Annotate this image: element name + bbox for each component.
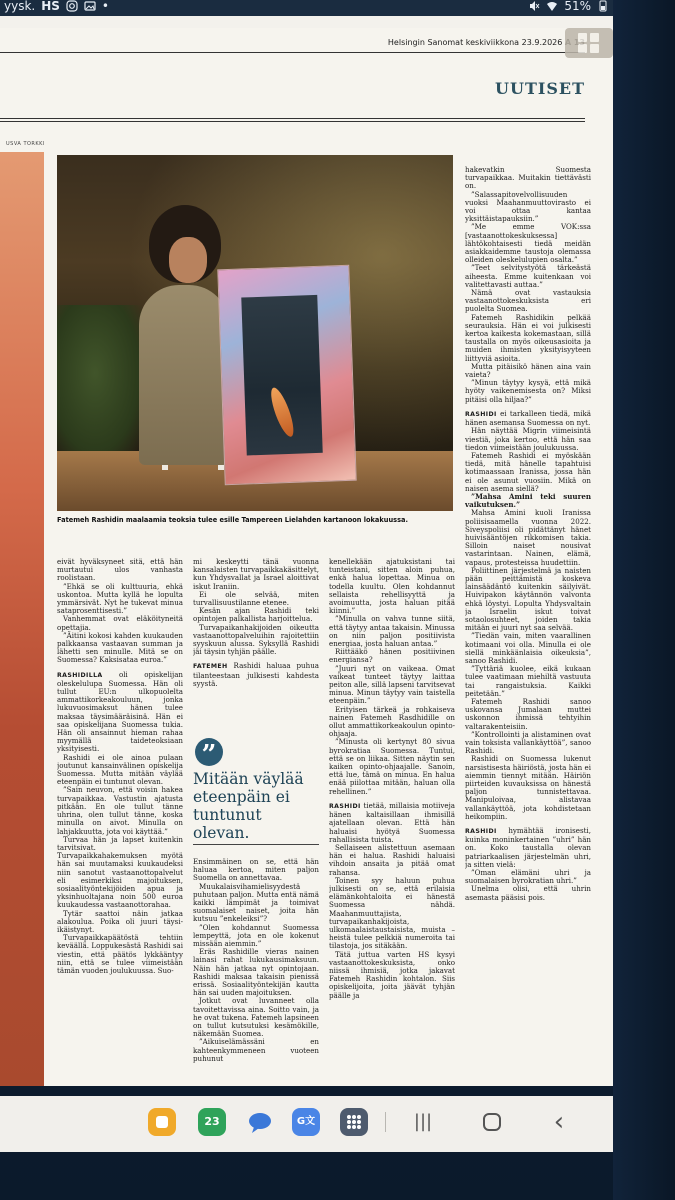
- article-column-3: [329, 558, 455, 1078]
- paragraph: Tytär saattoi näin jatkaa alakoulua. Poika oli juuri täysi-ikäistynyt.: [57, 908, 183, 934]
- person-body: [139, 285, 229, 465]
- paragraph: Jotkut ovat luvanneet olla tavoitettavissa aina. Soitto vain, ja he ovat tukena. Fatemeh lapsineen on tullut kutsutuksi kesämökille, näkemään Suomea.: [193, 996, 319, 1039]
- home-button[interactable]: [483, 1113, 501, 1131]
- layout-square: [578, 44, 587, 53]
- apps-grid-icon[interactable]: [340, 1108, 368, 1136]
- paragraph: ”Juuri nyt on vaikeaa. Omat vaikeat tunteet täytyy laittaa peiton alle, sillä lapseni tarvitsevat minua. Minun täytyy vain taistella eteenpäin.”: [329, 663, 455, 706]
- paragraph: Fatemeh Rashidi sanoo uskovansa Jumalaan muttei uskonnon ihmissä tehtyihin valtarakenteisiin.: [465, 697, 591, 731]
- mute-icon: [528, 0, 540, 12]
- paragraph: ”Kontrollointi ja alistaminen ovat vain toksista vallankäyttöä”, sanoo Rashidi.: [465, 729, 591, 756]
- layout-square: [590, 33, 599, 42]
- paragraph: hakevatkin Suomesta turvapaikkaa. Muitakin tiettävästi on.: [465, 166, 591, 191]
- paragraph: ”Ehkä se oli kulttuuria, ehkä uskontoa. Mutta kyllä he lopulta ymmärsivät. Nyt he tukevat minua sataprosenttisesti.”: [57, 581, 183, 616]
- paragraph: ”Minun täytyy kysyä, että mikä hyöty vaikenemisesta on? Miksi pitäisi olla hiljaa?”: [465, 378, 591, 404]
- lead-caps: RASHIDI: [465, 410, 497, 418]
- paragraph: Unelma olisi, että uhrin asemasta pääsisi pois.: [465, 884, 591, 902]
- paragraph: Muukalaisvihamielisyydestä puhutaan paljon. Mutta entä nämä kaikki lämpimät ja toimivat suomalaiset naiset, joita hän kutsuu ”enkeleiksi”?: [193, 881, 319, 924]
- paragraph: Turvapaikkapäätöstä tehtiin keväällä. Loppukesästä Rashidi sai viestin, että päätös lykkääntyy niin, että se tulee viimeistään tämän vuoden joulukuussa. Suo-: [57, 933, 183, 975]
- lead-caps: RASHIDILLA: [57, 671, 103, 679]
- image-icon: [84, 0, 96, 12]
- calendar-app-icon[interactable]: 23: [198, 1108, 226, 1136]
- status-text: yysk.: [4, 0, 36, 13]
- paragraph: ”Olen kohdannut Suomessa lempeyttä, jota en ole kokenut missään aiemmin.”: [193, 922, 319, 949]
- painting-dark-panel: [241, 295, 322, 456]
- paragraph: kenellekään ajatuksistani tai tunteistani, sitten aloin puhua, enkä halua lopettaa. Minua on todella kuultu. Olen kohdannut sellaista rehellisyyttä ja avoimuutta, josta haluan pitää kiinni.”: [329, 558, 455, 616]
- screen: [0, 16, 613, 1086]
- paragraph: Ei ole selvää, miten turvallisuustilanne etenee.: [193, 589, 319, 608]
- paragraph: Toinen syy haluun puhua julkisesti on se, että erilaisia elämänkohtaloita ei hänestä Suomessa nähdä. Maahanmuuttajista, turvapaikanhakijoista, ulkomaalaistaustaisista, muista – heistä tulee pelkkiä numeroita tai tilastoja, jos sitäkään.: [329, 875, 455, 951]
- paragraph: Fatemeh Rashidikin pelkää seurauksia. Hän ei voi julkisesti kertoa kaikesta kokemastaan, sillä taustalla on myös oikeusasioita ja muiden ihmisten yksityisyyteen liittyviä asioita.: [465, 312, 591, 363]
- lead-text: oli opiskelijan oleskelulupa Suomessa. Hän oli tullut EU:n ulkopuolelta ammattikorkeakouluun, jonka lukuvuosimaksut hänen tulee maksaa täysimääräisinä. Hän ei saa opiskelijana Suomessa tukia. Hän oli ansainnut hieman rahaa myymällä taideteoksiaan yksityisesti.: [57, 669, 183, 754]
- paragraph: Hän näyttää Migrin viimeisintä viestiä, joka kertoo, että hän saa tiedon viimeistään joulukuussa.: [465, 426, 591, 452]
- paragraph-lead: [465, 410, 591, 427]
- paragraph: Eräs Rashidille vieras nainen lainasi rahat lukukausimaksuun. Näin hän jatkaa nyt opintojaan. Rashidi maksaa takaisin pienissä erissä. Sosiaalityöntekijän kautta hän sai uuden majoituksen.: [193, 947, 319, 998]
- left-cropped-image: [0, 152, 44, 1086]
- article-column-2: [193, 558, 319, 728]
- paragraph: Nämä ovat vastauksia vastaanottokeskuksista eri puolelta Suomea.: [465, 288, 591, 314]
- translate-app-icon[interactable]: G文: [292, 1108, 320, 1136]
- header-rule: [0, 52, 585, 53]
- paragraph: ”Teet selvitystyötä tärkeästä aiheesta. Emme kuitenkaan voi valitettavasti auttaa.”: [465, 263, 591, 289]
- lead-caps: RASHIDI: [329, 802, 361, 810]
- taskbar: [0, 1096, 613, 1152]
- page-header: [0, 38, 585, 47]
- article-column-4: [465, 166, 591, 1086]
- status-bar: [0, 0, 613, 16]
- paragraph: ”Oman elämäni uhri ja suomalaisen byrokratian uhri.”: [465, 868, 591, 886]
- article-column-1: [57, 558, 183, 1078]
- paragraph: Tätä juttua varten HS kysyi vastaanottokeskuksista, onko niissä ihmisiä, jotka jakavat Fatemeh Rashidin kohtalon. Siis opiskelijoita, joita jäävät tyhjän päälle ja: [329, 949, 455, 1000]
- paragraph: Ensimmäinen on se, että hän haluaa kertoa, miten paljon Suomella on annettavaa.: [193, 858, 319, 883]
- paragraph: Riittääkö hänen positiivinen energiansa?: [329, 647, 455, 665]
- paragraph: Mahsa Amini kuoli Iranissa poliisisaamella vuonna 2022. Siveyspoliisi oli pidättänyt hänet huivisääntöjen rikkomisen takia. Silloin naiset nousivat vastarintaan. Nainen, elämä, vapaus, protesteissa huudettiin.: [465, 508, 591, 567]
- pull-quote-rule: [193, 844, 319, 845]
- paragraph: Mutta pitäisikö hänen aina vain vaieta?: [465, 361, 591, 380]
- wifi-icon: [546, 0, 558, 12]
- feather-motif: [267, 385, 298, 439]
- painting: [217, 265, 356, 485]
- paragraph-lead: [57, 671, 183, 754]
- paragraph: Rashidi ei ole ainoa pulaan joutunut kansainvälinen opiskelija Suomessa. Mutta mitään väylää eteenpäin ei tuntunut olevan.: [57, 752, 183, 787]
- lead-text: Rashidi haluaa puhua tilanteestaan julkisesti kahdesta syystä.: [193, 661, 319, 688]
- photo-caption: Fatemeh Rashidin maalaamia teoksia tulee esille Tampereen Lielahden kartanoon lokakuussa.: [57, 516, 408, 524]
- paragraph: ”Tyttäriä kuolee, eikä kukaan tulee vaatimaan miehiltä vastuuta tai rangaistuksia. Kaikki peitetään.”: [465, 664, 591, 698]
- paragraph-lead: [465, 827, 591, 869]
- article-column-2-continued: [193, 858, 319, 1078]
- paragraph: ”Tiedän vain, miten vaarallinen kotimaani voi olla. Minulla ei ole siellä minkäänlaisia oikeuksia”, sanoo Rashidi.: [465, 631, 591, 665]
- back-button[interactable]: ‹: [553, 1107, 565, 1137]
- article-photo[interactable]: [57, 155, 453, 511]
- paragraph: ”Salassapitovelvollisuuden vuoksi Maahanmuuttovirasto ei voi ottaa kantaa yksittäistapauksiin.”: [465, 189, 591, 224]
- lead-text: ei tarkalleen tiedä, mikä hänen asemansa Suomessa on nyt.: [465, 408, 591, 428]
- paragraph: ”Minusta oli kertynyt 80 sivua byrokratiaa Suomessa. Tuntui, että se on liikaa. Sitten näytin sen kaiken opinto-ohjaajalle. Sanoin, että lue, tämä on minua. En halua enää piilottaa mitään, haluan olla rehellinen.”: [329, 737, 455, 796]
- newspaper-page[interactable]: [0, 28, 613, 1086]
- paragraph: ”Me emme VOK:ssa [vastaanottokeskuksessa] lähtökohtaisesti tiedä meidän asiakkaidemme taustoja olemassa olleiden oleskelulupien osalta.”: [465, 222, 591, 265]
- quote-icon: ”: [195, 738, 223, 766]
- more-dots-icon: •: [101, 0, 109, 13]
- plant: [57, 305, 152, 475]
- layout-square: [590, 44, 599, 53]
- lead-caps: RASHIDI: [465, 828, 497, 836]
- lead-text: tietää, millaisia motiiveja hänen kaltaisillaan ihmisillä ajatellaan olevan. Että hän haluaisi hyötyä Suomessa rahallisista tuista.: [329, 800, 455, 844]
- section-rule-1: [0, 118, 585, 119]
- messages-app-icon[interactable]: [246, 1108, 274, 1136]
- section-rule-2: [0, 121, 585, 122]
- tablet-bezel: [613, 0, 675, 1200]
- paragraph: ”Minulla on vahva tunne siitä, että täytyy antaa takaisin. Minussa on niin paljon positiivista energiaa, josta haluan antaa.”: [329, 614, 455, 649]
- page-layout-icon[interactable]: [565, 28, 613, 58]
- paragraph: ”Sain neuvon, että voisin hakea turvapaikkaa. Vastustin ajatusta pitkään. En ole tullut tänne uhrina, olen tullut tänne, koska minulla on aivot. Minulla on lahjakkuutta, jota voi käyttää.”: [57, 785, 183, 836]
- paragraph: ”Äitini kokosi kahden kuukauden palkkaansa vastaavan summan ja lähetti sen minulle. Mitä se on Suomessa? Kaksisataa euroa.”: [57, 630, 183, 665]
- lead-caps: FATEMEH: [193, 663, 228, 671]
- paragraph: Sellaiseen alistettuun asemaan hän ei halua. Rashidi haluaisi vihdoin ansaita ja pitää omat rahansa.: [329, 842, 455, 877]
- paragraph: Turvaa hän ja lapset kuitenkin tarvitsivat. Turvapaikkahakemuksen myötä hän sai muutamaksi kuukaudeksi niin sanotut vastaanottopalvelut eli esimerkiksi majoituksen, sosiaalityöntekijöiden apua ja yksinhuoltajana noin 500 euroa kuukaudessa vastaanottorahaa.: [57, 834, 183, 910]
- battery-icon: [597, 0, 609, 12]
- paragraph: Turvapaikanhakijoiden oikeutta vastaanottopalveluihin rajoitettiin syyskuun alussa. Syksyllä Rashidi jäi täysin tyhjän päälle.: [193, 622, 319, 657]
- paragraph: ”Mahsa Amini teki suuren vaikutuksen.”: [465, 491, 591, 510]
- pull-quote: Mitään väylää eteenpäin ei tuntunut olevan.: [193, 770, 304, 842]
- paragraph: Poliittinen järjestelmä ja naisten pään peittämistä koskeva lainsäädäntö kuitenkin säilyivät. Huivipakon käytännön valvonta ehkä löystyi. Lopulta Yhdysvaltain ja Israelin iskut toivat sotaolosuhteet, joiden takia mitään ei juuri nyt saa selvää.: [465, 565, 591, 633]
- paragraph-lead: [329, 802, 455, 844]
- header-date: Helsingin Sanomat keskiviikkona 23.9.2026: [387, 38, 563, 47]
- paragraph: Fatemeh Rashidi ei myöskään tiedä, mitä hänelle tapahtuisi kotimaassaan Iranissa, jossa hän ei ole asunut vuosiin. Mikä on naisen asema siellä?: [465, 450, 591, 493]
- chat-bubble-icon: [246, 1108, 274, 1136]
- lead-text: hymähtää ironisesti, kuinka moninkertainen ”uhri” hän on. Koko taustalla olevan patriarkaalisen järjestelmän uhri, ja sitten vielä:: [465, 826, 591, 869]
- grid-dots-icon: [340, 1108, 368, 1136]
- paragraph: Kesän ajan Rashidi teki opintojen palkallista harjoittelua.: [193, 606, 319, 624]
- section-title: UUTISET: [495, 79, 585, 98]
- recents-button[interactable]: |||: [413, 1111, 433, 1132]
- hs-app-icon: HS: [41, 0, 60, 13]
- layout-square: [578, 33, 587, 42]
- paragraph: eivät hyväksyneet sitä, että hän murtautui ulos vanhasta roolistaan.: [57, 558, 183, 583]
- person-face: [169, 237, 207, 283]
- paragraph: Vanhemmat ovat eläköityneitä opettajia.: [57, 614, 183, 632]
- paragraph: ”Aikuiselämässäni en kahteenkymmeneen vuoteen puhunut: [193, 1037, 319, 1063]
- battery-level: 51%: [564, 0, 591, 13]
- photo-byline: USVA TORKKI: [6, 141, 45, 147]
- taskbar-divider: [385, 1112, 386, 1132]
- notes-glyph-icon: [148, 1108, 176, 1136]
- instagram-icon: [66, 0, 78, 12]
- paragraph: Rashidi on Suomessa lukenut narsistisesta häiriöstä, josta hän ei aiemmin tiennyt mitään. Häiriön piirteiden kuvauksissa on hänestä paljon tunnistettavaa. Manipuloivaa, alistavaa vallankäyttöä, jota kohdistetaan heikompiin.: [465, 754, 591, 821]
- notes-app-icon[interactable]: [148, 1108, 176, 1136]
- paragraph: Erityisen tärkeä ja rohkaiseva nainen Fatemeh Rasdhidille on ollut ammattikorkeakoulun opinto-ohjaaja.: [329, 704, 455, 739]
- paragraph-lead: [193, 662, 319, 688]
- paragraph: mi keskeytti tänä vuonna kansalaisten turvapaikkakäsittelyt, kun Yhdysvallat ja Israel aloittivat iskut Iraniin.: [193, 558, 319, 591]
